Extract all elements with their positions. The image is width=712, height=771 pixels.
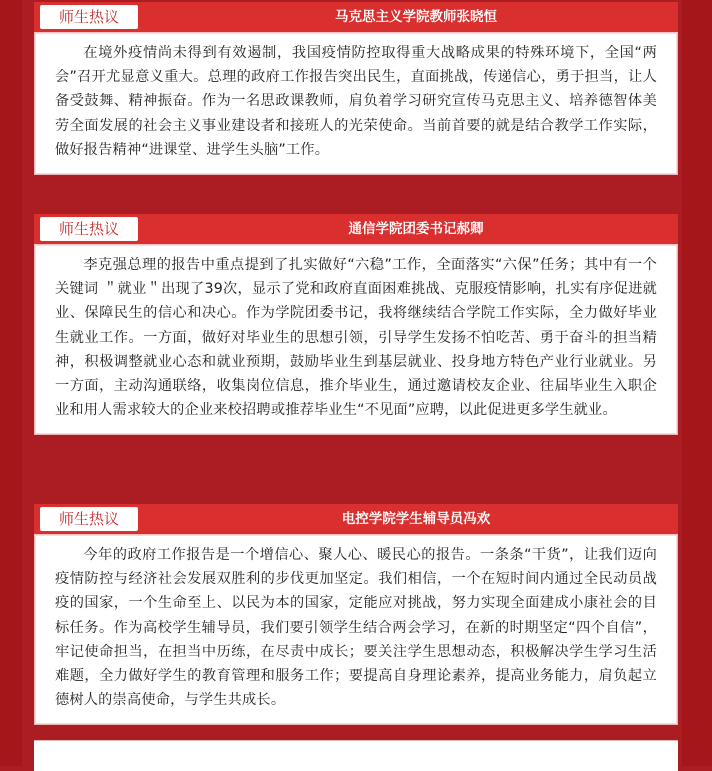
next-card-stub [34, 740, 678, 771]
section-tag: 师生热议 [40, 5, 138, 29]
card-header [34, 2, 678, 33]
comment-text: 李克强总理的报告中重点提到了扎实做好“六稳”工作，全面落实“六保”任务；其中有一个关键词 ＂就业＂出现了39次，显示了党和政府直面困难挑战、克服疫情影响，扎实有序促进就业、保障民生的信心和决心。作为学院团委书记，我将继续结合学院工作实际，全力做好毕业生就业工作。一方面，做好对毕业生的思想引领，引导学生发扬不怕吃苦、勇于奋斗的担当精神，积极调整就业心态和就业预期，鼓励毕业生到基层就业、投身地方特色产业行业就业。另一方面，主动沟通联络，收集岗位信息，推介毕业生，通过邀请校友企业、往届毕业生入职企业和用人需求较大的企业来校招聘或推荐毕业生“不见面”应聘，以此促进更多学生就业。 [34, 245, 678, 435]
background-right-stripe [682, 0, 712, 766]
comment-text: 今年的政府工作报告是一个增信心、聚人心、暖民心的报告。一条条“干货”，让我们迈向疫情防控与经济社会发展双胜利的步伐更加坚定。我们相信，一个在短时间内通过全民动员战疫的国家，一个生命至上、以民为本的国家，定能应对挑战，努力实现全面建成小康社会的目标任务。作为高校学生辅导员，我们要引领学生结合两会学习，在新的时期坚定“四个自信”，牢记使命担当，在担当中历练，在尽责中成长；要关注学生思想动态，积极解决学生学习生活难题，全力做好学生的教育管理和服务工作；要提高自身理论素养，提高业务能力，肩负起立德树人的崇高使命，与学生共成长。 [34, 535, 678, 725]
section-tag: 师生热议 [40, 217, 138, 241]
comment-card-1 [34, 2, 678, 175]
section-tag: 师生热议 [40, 507, 138, 531]
speaker-title: 通信学院团委书记郝卿 [348, 221, 484, 237]
comment-card-2 [34, 214, 678, 435]
card-header [34, 504, 678, 535]
comment-text: 在境外疫情尚未得到有效遏制，我国疫情防控取得重大战略成果的特殊环境下，全国“两会”召开尤显意义重大。总理的政府工作报告突出民生，直面挑战，传递信心，勇于担当，让人备受鼓舞、精神振奋。作为一名思政课教师，肩负着学习研究宣传马克思主义、培养德智体美劳全面发展的社会主义事业建设者和接班人的光荣使命。当前首要的就是结合教学工作实际，做好报告精神“进课堂、进学生头脑”工作。 [34, 33, 678, 175]
card-header [34, 214, 678, 245]
speaker-title: 电控学院学生辅导员冯欢 [341, 511, 491, 527]
comment-card-3 [34, 504, 678, 725]
speaker-title: 马克思主义学院教师张晓恒 [335, 9, 497, 25]
background-left-stripe [0, 0, 22, 766]
